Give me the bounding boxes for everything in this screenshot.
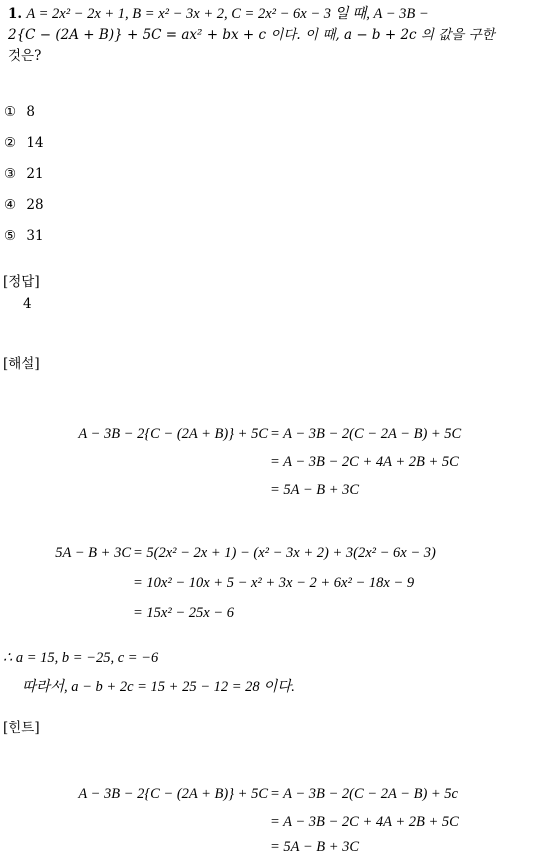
choice-value-2: 14: [26, 135, 44, 151]
choice-5[interactable]: [4, 228, 44, 244]
choice-mark-4: ④: [4, 197, 17, 213]
question-text-1: A = 2x² − 2x + 1, B = x² − 3x + 2, C = 2x² − 6x − 3 일 때, A − 3B −: [26, 6, 429, 22]
solution-block1-row-1: = A − 3B − 2(C − 2A − B) + 5C: [270, 426, 462, 442]
question-line-3: 것은?: [8, 48, 42, 64]
choice-1[interactable]: [4, 104, 35, 120]
solution-block1-lhs: A − 3B − 2{C − (2A + B)} + 5C: [78, 426, 268, 442]
answer-label: [정답]: [3, 274, 40, 290]
choice-mark-3: ③: [4, 166, 17, 182]
hint-label: [힌트]: [3, 720, 40, 736]
choice-mark-1: ①: [4, 104, 17, 120]
solution-block2-row-3: = 15x² − 25x − 6: [133, 605, 234, 621]
choice-mark-5: ⑤: [4, 228, 17, 244]
solution-block1-row-3: = 5A − B + 3C: [270, 482, 360, 498]
hint-row-2: = A − 3B − 2C + 4A + 2B + 5C: [270, 814, 459, 830]
solution-label: [해설]: [3, 356, 40, 372]
solution-block1-row-2: = A − 3B − 2C + 4A + 2B + 5C: [270, 454, 459, 470]
question-number: 1.: [8, 6, 23, 22]
choice-mark-2: ②: [4, 135, 17, 151]
hint-row-3: = 5A − B + 3C: [270, 839, 360, 855]
hint-row-1: = A − 3B − 2(C − 2A − B) + 5c: [270, 786, 458, 802]
solution-block2-row-1: = 5(2x² − 2x + 1) − (x² − 3x + 2) + 3(2x² − 6x − 3): [133, 545, 436, 561]
choice-value-5: 31: [26, 228, 44, 244]
choice-3[interactable]: [4, 166, 44, 182]
choice-value-1: 8: [26, 104, 35, 120]
hint-lhs: A − 3B − 2{C − (2A + B)} + 5C: [78, 786, 268, 802]
solution-block2-lhs: 5A − B + 3C: [55, 545, 131, 561]
choice-2[interactable]: [4, 135, 44, 151]
question-line-1: [8, 4, 429, 25]
answer-value: 4: [23, 296, 32, 312]
choice-value-4: 28: [26, 197, 44, 213]
solution-block2-row-2: = 10x² − 10x + 5 − x² + 3x − 2 + 6x² − 18x − 9: [133, 575, 415, 591]
choice-4[interactable]: [4, 197, 44, 213]
choice-value-3: 21: [26, 166, 44, 182]
question-line-2: 2{C − (2A + B)} + 5C = ax² + bx + c 이다. 이 때, a − b + 2c 의 값을 구한: [8, 27, 495, 43]
solution-conclusion: 따라서, a − b + 2c = 15 + 25 − 12 = 28 이다.: [22, 679, 295, 695]
solution-therefore: ∴ a = 15, b = −25, c = −6: [3, 650, 159, 666]
